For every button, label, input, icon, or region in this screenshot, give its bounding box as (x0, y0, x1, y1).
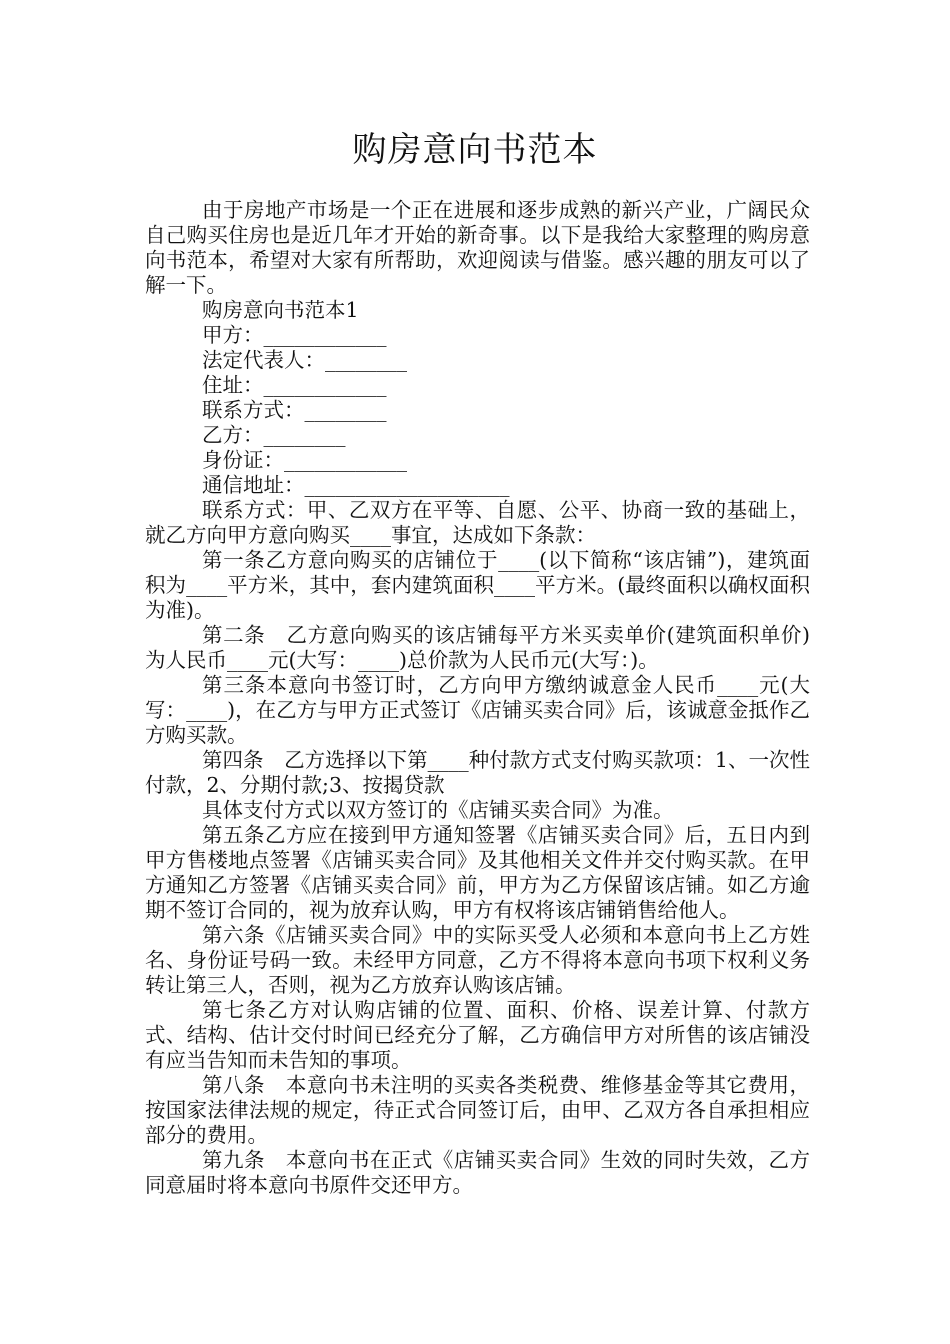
field-id-card: 身份证：____________ (202, 448, 407, 472)
field-contact-a: 联系方式：________ (202, 398, 387, 422)
paragraph-intro: 由于房地产市场是一个正在进展和逐步成熟的新兴产业，广阔民众自己购买住房也是近几年才开始的新奇事。以下是我给大家整理的购房意向书范本，希望对大家有所帮助，欢迎阅读与借鉴。感兴趣的朋友可以了解一下。 (145, 198, 810, 297)
field-legal-representative: 法定代表人：________ (202, 348, 407, 372)
paragraph-contact-preamble: 联系方式：甲、乙双方在平等、自愿、公平、协商一致的基础上，就乙方向甲方意向购买____事宜，达成如下条款： (145, 498, 810, 547)
document-title: 购房意向书范本 (352, 130, 598, 170)
field-address: 住址：____________ (202, 373, 387, 397)
article-2: 第二条 乙方意向购买的该店铺每平方米买卖单价(建筑面积单价)为人民币____元(大写：____)总价款为人民币元(大写：)。 (145, 623, 810, 672)
article-9: 第九条 本意向书在正式《店铺买卖合同》生效的同时失效，乙方同意届时将本意向书原件交还甲方。 (145, 1148, 810, 1197)
field-party-a: 甲方：____________ (202, 323, 387, 347)
field-mailing-address: 通信地址：____________________ (202, 473, 510, 497)
article-3: 第三条本意向书签订时，乙方向甲方缴纳诚意金人民币____元(大写：____)，在乙方与甲方正式签订《店铺买卖合同》后，该诚意金抵作乙方购买款。 (145, 673, 810, 747)
field-party-b: 乙方：________ (202, 423, 346, 447)
article-4-note: 具体支付方式以双方签订的《店铺买卖合同》为准。 (202, 798, 674, 822)
article-4: 第四条 乙方选择以下第____种付款方式支付购买款项：1、一次性付款，2、分期付款;3、按揭贷款 (145, 748, 810, 797)
article-6: 第六条《店铺买卖合同》中的实际买受人必须和本意向书上乙方姓名、身份证号码一致。未经甲方同意，乙方不得将本意向书项下权利义务转让第三人，否则，视为乙方放弃认购该店铺。 (145, 923, 810, 997)
article-1: 第一条乙方意向购买的店铺位于____(以下简称“该店铺”)，建筑面积为____平方米，其中，套内建筑面积____平方米。(最终面积以确权面积为准)。 (145, 548, 810, 622)
paragraph-subtitle: 购房意向书范本1 (202, 298, 359, 322)
document-body (145, 198, 810, 1198)
article-8: 第八条 本意向书未注明的买卖各类税费、维修基金等其它费用，按国家法律法规的规定，待正式合同签订后，由甲、乙双方各自承担相应部分的费用。 (145, 1073, 810, 1147)
article-5: 第五条乙方应在接到甲方通知签署《店铺买卖合同》后，五日内到甲方售楼地点签署《店铺买卖合同》及其他相关文件并交付购买款。在甲方通知乙方签署《店铺买卖合同》前，甲方为乙方保留该店铺。如乙方逾期不签订合同的，视为放弃认购，甲方有权将该店铺销售给他人。 (145, 823, 810, 922)
article-7: 第七条乙方对认购店铺的位置、面积、价格、误差计算、付款方式、结构、估计交付时间已经充分了解，乙方确信甲方对所售的该店铺没有应当告知而未告知的事项。 (145, 998, 810, 1072)
